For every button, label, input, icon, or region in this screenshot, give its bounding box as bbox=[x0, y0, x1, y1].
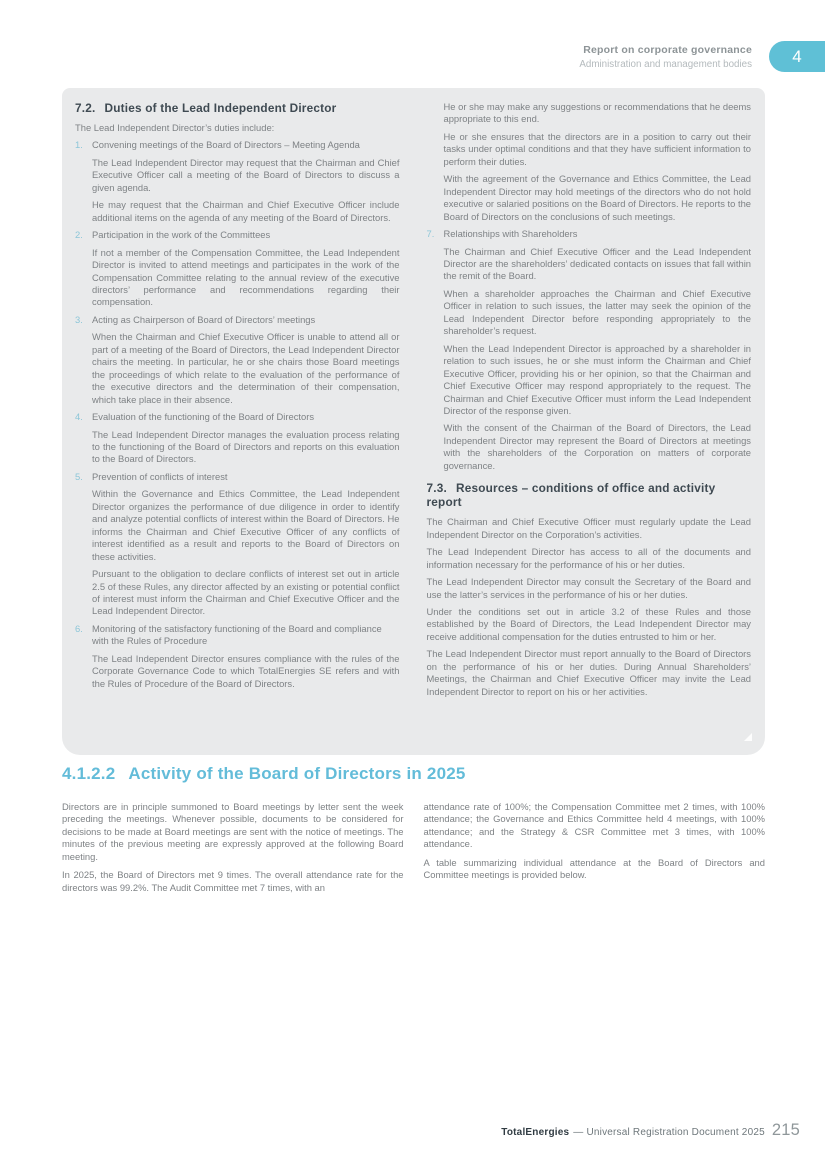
body-paragraph: The Lead Independent Director may request that the Chairman and Chief Executive Officer call a meeting of the Board of Directors to discuss a given agenda. bbox=[92, 156, 400, 193]
body-paragraph: attendance rate of 100%; the Compensation Committee met 2 times, with 100% attendance; the Governance and Ethics Committee held 4 meetings, with 100% attendance; and the Strategy & CSR Committee met 3 times, with 100% attendance. bbox=[423, 801, 765, 850]
item-number: 5. bbox=[75, 470, 83, 482]
duty-item-2-heading bbox=[75, 229, 400, 241]
section-4-1-2-2-number: 4.1.2.2 bbox=[62, 764, 116, 783]
chapter-number-badge: 4 bbox=[769, 41, 825, 72]
section-4-1-2-2-title: Activity of the Board of Directors in 2025 bbox=[128, 764, 466, 783]
body-paragraph: The Lead Independent Director ensures compliance with the rules of the Corporate Governance Code to which TotalEnergies SE refers and with the Rules of Procedure of the Board of Directors. bbox=[92, 652, 400, 689]
body-paragraph: Pursuant to the obligation to declare conflicts of interest set out in article 2.5 of these Rules, any director affected by an existing or potential conflict of interest must inform the Chairman and Chief Executive Officer and the Lead Independent Director. bbox=[92, 568, 400, 617]
body-paragraph: He may request that the Chairman and Chief Executive Officer include additional items on the agenda of any meeting of the Board of Directors. bbox=[92, 199, 400, 223]
body-paragraph: The Chairman and Chief Executive Officer and the Lead Independent Director are the shareholders’ dedicated contacts on issues that fall within the remit of the Board. bbox=[443, 245, 751, 282]
body-paragraph: A table summarizing individual attendance at the Board of Directors and Committee meetings is provided below. bbox=[423, 856, 765, 881]
lead-independent-director-panel bbox=[62, 88, 765, 755]
section-7-3-heading bbox=[427, 481, 752, 509]
item-title: Convening meetings of the Board of Directors – Meeting Agenda bbox=[92, 139, 360, 151]
body-paragraph: The Lead Independent Director may consult the Secretary of the Board and use the latter’s services in the performance of his or her duties. bbox=[426, 576, 751, 600]
body-paragraph: The Lead Independent Director manages the evaluation process relating to the functioning of the Board of Directors and reports on this evaluation to the Board of Directors. bbox=[92, 428, 400, 465]
item-number: 4. bbox=[75, 411, 83, 423]
duty-item-5 bbox=[75, 471, 400, 618]
item-number: 2. bbox=[75, 229, 83, 241]
item-title: Participation in the work of the Committees bbox=[92, 229, 271, 241]
duty-item-3-heading bbox=[75, 314, 400, 326]
body-paragraph: With the agreement of the Governance and Ethics Committee, the Lead Independent Director may hold meetings of the directors who do not hold executive or salaried positions on the Board of Directors. He reports to the Board of Directors on the conclusions of such meetings. bbox=[443, 173, 751, 222]
body-paragraph: The Lead Independent Director has access to all of the documents and information necessary for the performance of his or her duties. bbox=[426, 546, 751, 570]
section-4-1-2-2-heading bbox=[62, 764, 466, 784]
duty-item-4 bbox=[75, 411, 400, 466]
body-paragraph: The Lead Independent Director must report annually to the Board of Directors on the performance of his or her duties. During Annual Shareholders’ Meetings, the Chairman and Chief Executive Officer may invite the Lead Independent Director to report on his or her activities. bbox=[426, 648, 751, 697]
body-paragraph: He or she ensures that the directors are in a position to carry out their tasks under optimal conditions and that they have sufficient information to perform their duties. bbox=[443, 130, 751, 167]
duty-item-5-heading bbox=[75, 471, 400, 483]
activity-right-column bbox=[424, 801, 766, 894]
item-title: Monitoring of the satisfactory functioning of the Board and compliance with the Rules of Procedure bbox=[92, 622, 382, 647]
item-title: Acting as Chairperson of Board of Directors’ meetings bbox=[92, 313, 316, 325]
footer-document-name: — Universal Registration Document 2025 bbox=[573, 1127, 765, 1138]
body-paragraph: When the Lead Independent Director is approached by a shareholder in relation to such issues, he or she must inform the Chairman and Chief Executive Officer, providing his or her opinion, so that the Chairman and Chief Executive Officer may respond appropriately to the request. The Chairman and Chief Executive Officer must inform the Lead Independent Director of the response given. bbox=[443, 342, 751, 416]
page-header bbox=[579, 44, 752, 70]
item-number: 1. bbox=[75, 139, 83, 151]
page-footer bbox=[501, 1121, 800, 1140]
duty-item-3 bbox=[75, 314, 400, 406]
section-7-3-title: Resources – conditions of office and activity report bbox=[426, 481, 716, 510]
panel-left-column bbox=[75, 101, 400, 755]
item-title: Relationships with Shareholders bbox=[443, 228, 578, 240]
item-title: Evaluation of the functioning of the Board of Directors bbox=[92, 411, 315, 423]
panel-right-column bbox=[427, 101, 752, 755]
item-title: Prevention of conflicts of interest bbox=[92, 470, 228, 482]
duty-item-1-heading bbox=[75, 139, 400, 151]
body-paragraph: Directors are in principle summoned to Board meetings by letter sent the week preceding the meetings. Whenever possible, documents to be considered for decisions to be made at Board meetings are sent with the notice of meetings. The minutes of the previous meeting are expressly approved at the following Board meeting. bbox=[62, 801, 404, 862]
section-7-2-intro: The Lead Independent Director’s duties include: bbox=[75, 122, 275, 133]
header-subtitle: Administration and management bodies bbox=[579, 59, 752, 70]
section-7-2-heading bbox=[75, 101, 400, 115]
duty-item-6 bbox=[75, 623, 400, 690]
body-paragraph: When the Chairman and Chief Executive Officer is unable to attend all or part of a meeting of the Board of Directors, the Lead Independent Director chairs the meeting. In particular, he or she chairs those Board meetings the proceedings of which relate to the evaluation of the performance of the executive directors and the determination of their compensation, which take place in their absence. bbox=[92, 331, 400, 405]
activity-body bbox=[62, 801, 765, 894]
duty-item-2 bbox=[75, 229, 400, 309]
item-number: 7. bbox=[426, 228, 435, 240]
body-paragraph: If not a member of the Compensation Committee, the Lead Independent Director is invited to attend meetings and participates in the work of the Compensation Committee relating to the annual review of the executive directors’ performance and recommendations regarding their compensation. bbox=[92, 246, 400, 308]
item-number: 3. bbox=[75, 313, 83, 325]
duty-item-1 bbox=[75, 139, 400, 224]
body-paragraph: Under the conditions set out in article 3.2 of these Rules and those established by the Board of Directors, the Lead Independent Director may receive additional compensation for the duties entrusted to him or her. bbox=[426, 605, 751, 642]
footer-brand: TotalEnergies bbox=[501, 1127, 570, 1138]
page-number: 215 bbox=[771, 1121, 800, 1139]
body-paragraph: Within the Governance and Ethics Committee, the Lead Independent Director organizes the performance of due diligence in order to identify and analyze potential conflicts of interest within the Board of Directors. He informs the Chairman and Chief Executive Officer of any conflicts of interest identified as a result and reports to the Board of Directors on these activities. bbox=[92, 488, 400, 562]
body-paragraph: When a shareholder approaches the Chairman and Chief Executive Officer in relation to such issues, the latter may seek the opinion of the Lead Independent Director before responding appropriately to the shareholder’s request. bbox=[443, 287, 751, 337]
section-7-2-title: Duties of the Lead Independent Director bbox=[104, 101, 337, 115]
panel-corner-notch bbox=[744, 733, 752, 741]
body-paragraph: In 2025, the Board of Directors met 9 times. The overall attendance rate for the directors was 99.2%. The Audit Committee met 7 times, with an bbox=[62, 869, 404, 893]
body-paragraph: With the consent of the Chairman of the Board of Directors, the Lead Independent Director may represent the Board of Directors at meetings with the shareholders of the Corporation on matters of corporate governance. bbox=[443, 422, 751, 471]
activity-left-column bbox=[62, 801, 404, 894]
duty-item-7-heading bbox=[427, 228, 752, 240]
duty-item-7 bbox=[427, 228, 752, 472]
duty-item-4-heading bbox=[75, 411, 400, 423]
duty-item-6-heading bbox=[75, 623, 400, 648]
section-7-3-number: 7.3. bbox=[426, 481, 447, 496]
body-paragraph: The Chairman and Chief Executive Officer must regularly update the Lead Independent Director on the Corporation’s activities. bbox=[426, 516, 751, 540]
item-number: 6. bbox=[75, 622, 83, 634]
header-title: Report on corporate governance bbox=[583, 44, 752, 56]
section-7-2-number: 7.2. bbox=[75, 101, 96, 115]
body-paragraph: He or she may make any suggestions or recommendations that he deems appropriate to this end. bbox=[443, 101, 751, 125]
